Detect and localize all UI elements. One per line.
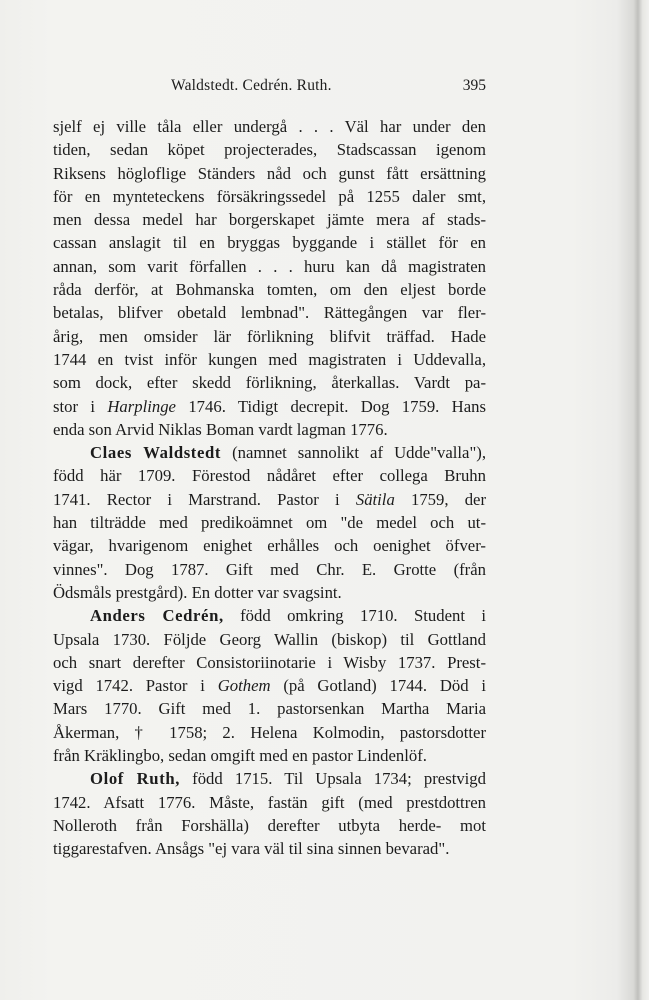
text-line (53, 231, 486, 254)
text-segment: 1759, der (394, 489, 486, 509)
person-name: Claes Waldstedt (90, 443, 222, 463)
text-segment: annan, som varit förfallen . . . huru kan då magistraten (53, 256, 486, 276)
text-segment: för en mynteteckens försäkringssedel på 1255 daler smt, (53, 186, 486, 206)
text-segment: enda son Arvid Niklas Boman vardt lagman 1776. (53, 419, 388, 439)
text-line (53, 278, 486, 301)
text-segment: tiggarestafven. Ansågs "ej vara väl til sina sinnen bevarad". (53, 839, 450, 859)
text-segment: Åkerman, † 1758; 2. Helena Kolmodin, pastorsdotter (53, 722, 486, 742)
text-line (53, 371, 486, 394)
text-line (53, 348, 486, 371)
text-line (53, 791, 486, 814)
text-segment: han tilträdde med predikoämnet om "de medel och ut- (53, 513, 486, 533)
text-segment: vägar, hvarigenom enighet erhålles och oenighet öfver- (53, 536, 486, 556)
text-line (53, 558, 486, 581)
text-line (53, 837, 486, 860)
text-line (53, 185, 486, 208)
text-line (53, 418, 486, 441)
text-line (53, 604, 486, 627)
running-head (53, 77, 486, 97)
text-line (53, 464, 486, 487)
text-segment: Riksens högloflige Ständers nåd och gunst fått ersättning (53, 163, 486, 183)
text-line (53, 208, 486, 231)
text-segment: Ödsmåls prestgård). En dotter var svagsint. (53, 582, 342, 602)
text-line (53, 674, 486, 697)
text-segment: men dessa medel har borgerskapet jämte mera af stads- (53, 210, 486, 230)
text-segment: född 1715. Til Upsala 1734; prestvigd (180, 769, 486, 789)
text-segment: 1746. Tidigt decrepit. Dog 1759. Hans (175, 396, 486, 416)
place-name: Sätila (355, 489, 395, 509)
text-line (53, 138, 486, 161)
text-segment: vinnes". Dog 1787. Gift med Chr. E. Grotte (från (53, 559, 486, 579)
text-line (53, 651, 486, 674)
text-segment: och snart derefter Consistoriinotarie i Wisby 1737. Prest- (53, 652, 486, 672)
text-line (53, 697, 486, 720)
text-line (53, 721, 486, 744)
text-segment: råda derför, at Bohmanska tomten, om den eljest borde (53, 280, 486, 300)
place-name: Harplinge (107, 396, 176, 416)
text-segment: Mars 1770. Gift med 1. pastorsenkan Martha Maria (53, 699, 486, 719)
text-line (53, 628, 486, 651)
text-line (53, 814, 486, 837)
text-line (53, 395, 486, 418)
text-segment: född här 1709. Förestod nådåret efter collega Bruhn (53, 466, 486, 486)
page-number: 395 (462, 77, 486, 94)
text-line (53, 744, 486, 767)
text-segment: född omkring 1710. Student i (223, 606, 486, 626)
place-name: Gothem (217, 676, 271, 696)
text-segment: Nolleroth från Forshälla) derefter utbyta herde- mot (53, 815, 486, 835)
text-line (53, 767, 486, 790)
text-segment: (namnet sannolikt af Udde"valla"), (221, 443, 486, 463)
person-name: Olof Ruth, (90, 769, 180, 789)
text-line (53, 441, 486, 464)
text-segment: Upsala 1730. Följde Georg Wallin (biskop) til Gottland (53, 629, 486, 649)
text-line (53, 511, 486, 534)
text-line (53, 325, 486, 348)
text-segment: 1741. Rector i Marstrand. Pastor i (53, 489, 356, 509)
text-segment: vigd 1742. Pastor i (53, 676, 218, 696)
text-segment: cassan anslagit til en bryggas byggande i stället för en (53, 233, 486, 253)
text-line (53, 115, 486, 138)
text-segment: från Kräklingbo, sedan omgift med en pastor Lindenlöf. (53, 746, 427, 766)
body-text (53, 115, 486, 861)
text-segment: (på Gotland) 1744. Död i (270, 676, 486, 696)
text-line (53, 534, 486, 557)
text-segment: som dock, efter skedd förlikning, återkallas. Vardt pa- (53, 373, 486, 393)
text-line (53, 301, 486, 324)
text-segment: sjelf ej ville tåla eller undergå . . . Väl har under den (53, 117, 486, 136)
text-segment: tiden, sedan köpet projecterades, Stadscassan igenom (53, 140, 486, 160)
person-name: Anders Cedrén, (90, 606, 224, 626)
text-line (53, 581, 486, 604)
text-line (53, 255, 486, 278)
text-segment: 1742. Afsatt 1776. Måste, fastän gift (med prestdottren (53, 792, 486, 812)
text-line (53, 162, 486, 185)
text-segment: betalas, blifver obetald lembnad". Rättegången var fler- (53, 303, 486, 323)
text-line (53, 488, 486, 511)
text-segment: årig, men omsider lär förlikning blifvit träffad. Hade (53, 326, 486, 346)
text-segment: 1744 en tvist inför kungen med magistraten i Uddevalla, (53, 349, 486, 369)
running-head-title: Waldstedt. Cedrén. Ruth. (171, 77, 332, 94)
text-segment: stor i (53, 396, 108, 416)
